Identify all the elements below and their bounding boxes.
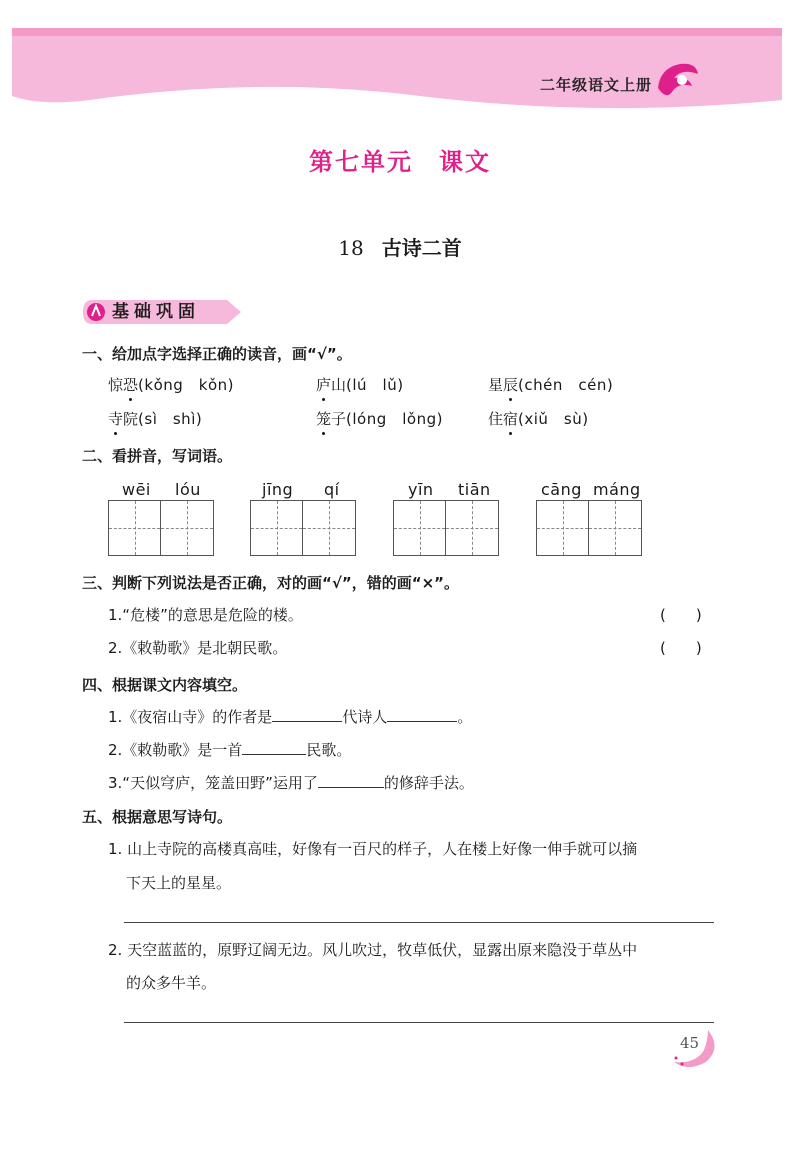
answer-parentheses[interactable]: ( ) [660,606,702,624]
q3-statement-2: 2.《敕勒歌》是北朝民歌。 [108,639,288,657]
question-4-prompt: 四、根据课文内容填空。 [82,676,248,694]
unit-title: 第七单元 课文 [309,148,491,176]
lesson-name: 古诗二首 [381,236,462,260]
pinyin-label: lóu [175,480,201,499]
q1-item-4: 寺院(sì shì) [108,410,203,428]
q3-statement-1: 1.“危楼”的意思是危险的楼。 [108,606,303,624]
q5-item-2-line-2: 的众多牛羊。 [126,974,217,992]
fill-blank[interactable] [272,707,342,722]
section-tag-label: 基础巩固 [112,302,200,322]
question-2-prompt: 二、看拼音，写词语。 [82,447,233,465]
publisher-logo-icon [652,58,702,104]
dotted-char: 笼 [316,410,332,428]
q1-item-1: 惊恐(kǒng kǒn) [108,376,234,394]
page-number: 45 [680,1034,700,1052]
answer-parentheses[interactable]: ( ) [660,639,702,657]
q4-line-2: 2.《敕勒歌》是一首 民歌。 [108,741,352,759]
pinyin-label: máng [593,480,641,499]
q4-line-1: 1.《夜宿山寺》的作者是 代诗人 。 [108,708,473,726]
q5-item-1-line-1: 1. 山上寺院的高楼真高哇，好像有一百尺的样子，人在楼上好像一伸手就可以摘 [108,840,638,858]
question-1-prompt: 一、给加点字选择正确的读音，画“√”。 [82,345,352,363]
fill-blank[interactable] [318,773,384,788]
lesson-title [0,232,800,261]
pinyin-label: jīng [262,480,294,499]
question-3-prompt: 三、判断下列说法是否正确，对的画“√”，错的画“×”。 [82,574,460,592]
answer-line[interactable] [124,922,714,923]
writing-grid[interactable] [108,500,214,556]
book-label: 二年级语文上册 [539,76,652,94]
dotted-char: 寺 [108,410,124,428]
pinyin-label: qí [324,480,340,499]
pinyin-label: wēi [122,480,151,499]
fill-blank[interactable] [387,707,457,722]
q4-line-3: 3.“天似穹庐，笼盖田野”运用了 的修辞手法。 [108,774,474,792]
q5-item-1-line-2: 下天上的星星。 [126,874,232,892]
q5-item-2-line-1: 2. 天空蓝蓝的，原野辽阔无边。风儿吹过，牧草低伏，显露出原来隐没于草丛中 [108,941,638,959]
dotted-char: 恐 [123,376,139,394]
q1-item-6: 住宿(xiǔ sù) [488,410,589,428]
dotted-char: 辰 [503,376,519,394]
q1-item-3: 星辰(chén cén) [488,376,614,394]
writing-grid[interactable] [250,500,356,556]
writing-grid[interactable] [536,500,642,556]
pinyin-label: cāng [541,480,582,499]
dotted-char: 宿 [503,410,519,428]
fill-blank[interactable] [242,740,306,755]
answer-line[interactable] [124,1022,714,1023]
q1-item-2: 庐山(lú lǔ) [316,376,404,394]
pinyin-label: tiān [458,480,491,499]
pinyin-label: yīn [408,480,434,499]
writing-grid[interactable] [393,500,499,556]
lesson-number: 18 [338,236,364,260]
question-5-prompt: 五、根据意思写诗句。 [82,808,233,826]
dotted-char: 庐 [316,376,332,394]
q1-item-5: 笼子(lóng lǒng) [316,410,443,428]
